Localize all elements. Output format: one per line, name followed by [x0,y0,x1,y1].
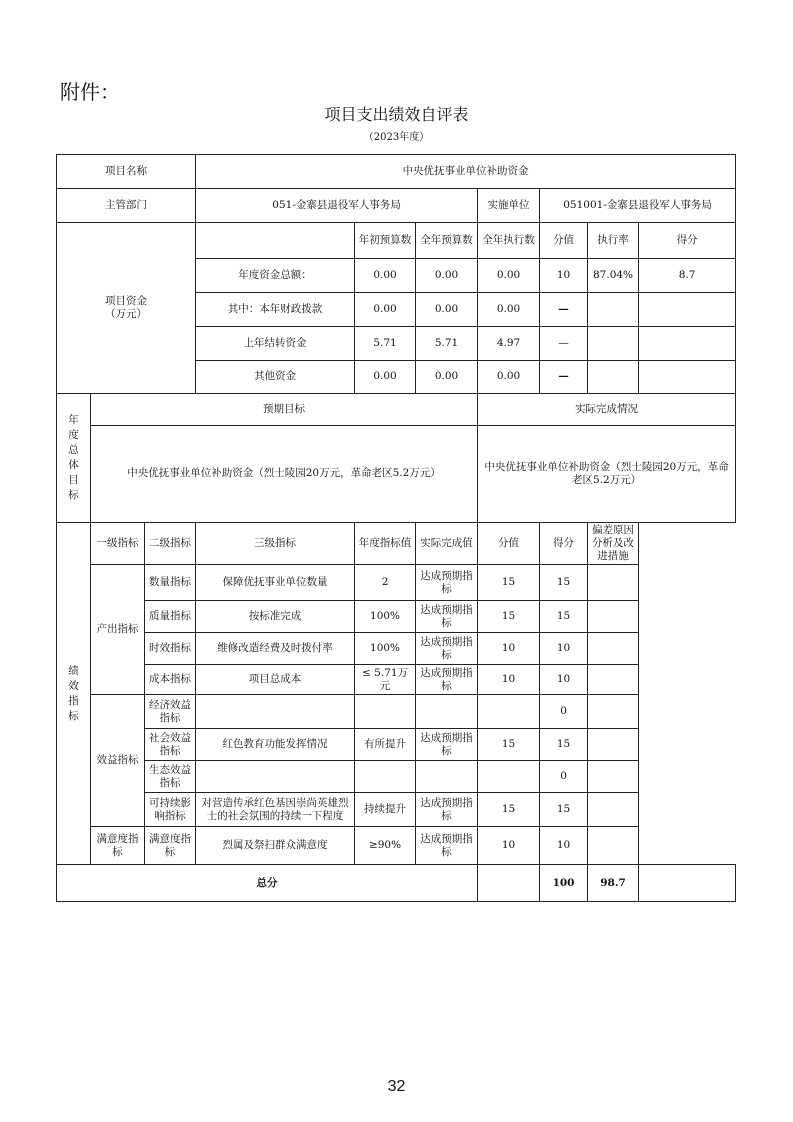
funds-header-score: 得分 [639,223,736,259]
indicator-actual: 达成预期指标 [416,793,478,827]
indicator-level3: 维修改造经费及时拨付率 [196,633,355,665]
funds-row-annual: 0.00 [416,293,478,327]
funds-row-initial: 0.00 [355,259,416,293]
indicator-row [57,793,736,827]
funds-label: 项目资金 （万元） [57,223,196,394]
indicator-level2: 数量指标 [145,565,196,601]
indicator-score: 15 [540,601,588,633]
indicator-score: 15 [540,565,588,601]
indicator-target: 100% [355,601,416,633]
total-label: 总分 [57,865,478,902]
indicator-level2: 经济效益指标 [145,695,196,729]
project-name-value: 中央优抚事业单位补助资金 [196,155,736,189]
funds-row-rate [588,293,639,327]
indicator-score-value: 15 [478,565,540,601]
total-score: 98.7 [588,865,639,902]
indicator-level3: 对营造传承红色基因崇尚英雄烈士的社会氛围的持续一下程度 [196,793,355,827]
indicator-row [57,633,736,665]
indicator-score: 10 [540,827,588,865]
funds-row-annual: 0.00 [416,259,478,293]
indicator-score: 15 [540,729,588,761]
indicator-level3 [196,695,355,729]
indicator-analysis [588,761,639,793]
total-blank [478,865,540,902]
indicator-analysis [588,827,639,865]
funds-row-annual: 0.00 [416,361,478,394]
funds-row-initial: 0.00 [355,361,416,394]
indicator-level3: 烈属及祭扫群众满意度 [196,827,355,865]
indicator-level2: 可持续影响指标 [145,793,196,827]
indicator-level3 [196,761,355,793]
indicator-level3: 项目总成本 [196,665,355,695]
level1-benefit: 效益指标 [91,695,145,827]
funds-header-initial: 年初预算数 [355,223,416,259]
indicator-analysis [588,633,639,665]
indicator-level2: 时效指标 [145,633,196,665]
total-analysis [639,865,736,902]
perf-header-level3: 三级指标 [196,523,355,565]
indicator-level2: 满意度指标 [145,827,196,865]
funds-header-annual: 全年预算数 [416,223,478,259]
indicator-actual: 达成预期指标 [416,601,478,633]
funds-row-score-value: — [540,293,588,327]
indicator-row [57,695,736,729]
funds-row-executed: 0.00 [478,361,540,394]
indicator-analysis [588,601,639,633]
indicator-target: 有所提升 [355,729,416,761]
indicator-row [57,601,736,633]
indicator-score: 15 [540,793,588,827]
indicator-actual: 达成预期指标 [416,633,478,665]
indicator-score: 0 [540,695,588,729]
goal-content-row [57,426,736,523]
indicator-level2: 生态效益指标 [145,761,196,793]
funds-header-score-value: 分值 [540,223,588,259]
page-number: 32 [387,1078,406,1095]
page-subtitle: （2023年度） [363,132,430,143]
funds-row-score-value: — [540,327,588,361]
indicator-target: 100% [355,633,416,665]
performance-label: 绩效指标 [57,523,91,865]
indicator-level3: 保障优抚事业单位数量 [196,565,355,601]
indicator-actual [416,695,478,729]
funds-row-score [639,327,736,361]
indicator-score-value [478,695,540,729]
funds-row-annual: 5.71 [416,327,478,361]
impl-value: 051001-金寨县退役军人事务局 [540,189,736,223]
funds-row-rate [588,361,639,394]
indicator-target: 持续提升 [355,793,416,827]
indicator-target: ≤ 5.71万元 [355,665,416,695]
funds-row-label: 其他资金 [196,361,355,394]
funds-row-initial: 0.00 [355,293,416,327]
funds-row-rate: 87.04% [588,259,639,293]
indicator-analysis [588,665,639,695]
indicator-level3: 按标准完成 [196,601,355,633]
funds-row-initial: 5.71 [355,327,416,361]
indicator-score-value: 15 [478,601,540,633]
indicator-analysis [588,565,639,601]
level1-output: 产出指标 [91,565,145,695]
funds-row-executed: 0.00 [478,293,540,327]
level1-satisfaction: 满意度指标 [91,827,145,865]
dept-value: 051-金寨县退役军人事务局 [196,189,478,223]
indicator-analysis [588,793,639,827]
annual-goal-label: 年度总体目标 [57,394,91,523]
indicator-analysis [588,729,639,761]
perf-header-analysis: 偏差原因分析及改进措施 [588,523,639,565]
funds-header-row [57,223,736,259]
indicator-score-value: 10 [478,633,540,665]
perf-header-level1: 一级指标 [91,523,145,565]
funds-row-label: 年度资金总额： [196,259,355,293]
funds-row-executed: 0.00 [478,259,540,293]
funds-row-executed: 4.97 [478,327,540,361]
funds-row-score [639,293,736,327]
project-name-row [57,155,736,189]
attachment-label: 附件： [60,80,120,104]
funds-row-score-value: — [540,361,588,394]
funds-header-executed: 全年执行数 [478,223,540,259]
indicator-analysis [588,695,639,729]
goal-header-row [57,394,736,426]
funds-row-score: 8.7 [639,259,736,293]
indicator-target [355,695,416,729]
indicator-score-value: 15 [478,793,540,827]
funds-row-label: 上年结转资金 [196,327,355,361]
indicator-level2: 社会效益指标 [145,729,196,761]
indicator-row [57,665,736,695]
indicator-actual: 达成预期指标 [416,565,478,601]
indicator-score-value: 15 [478,729,540,761]
perf-header-actual: 实际完成值 [416,523,478,565]
indicator-score-value: 10 [478,827,540,865]
indicator-score: 10 [540,633,588,665]
perf-header-level2: 二级指标 [145,523,196,565]
indicator-actual: 达成预期指标 [416,665,478,695]
impl-label: 实施单位 [478,189,540,223]
indicator-level2: 成本指标 [145,665,196,695]
indicator-row [57,761,736,793]
indicator-level2: 质量指标 [145,601,196,633]
indicator-actual: 达成预期指标 [416,827,478,865]
total-score-value: 100 [540,865,588,902]
indicator-score: 0 [540,761,588,793]
goal-expected-header: 预期目标 [91,394,478,426]
funds-row-score-value: 10 [540,259,588,293]
indicator-row [57,729,736,761]
funds-row-score [639,361,736,394]
perf-header-score-value: 分值 [478,523,540,565]
funds-row-rate [588,327,639,361]
indicator-score-value [478,761,540,793]
indicator-score: 10 [540,665,588,695]
perf-header-target: 年度指标值 [355,523,416,565]
page-title: 项目支出绩效自评表 [324,105,469,124]
indicator-row [57,827,736,865]
goal-actual-header: 实际完成情况 [478,394,736,426]
indicator-target: 2 [355,565,416,601]
indicator-target [355,761,416,793]
goal-expected-text: 中央优抚事业单位补助资金（烈士陵园20万元，革命老区5.2万元） [91,426,478,523]
indicator-actual: 达成预期指标 [416,729,478,761]
funds-row-label: 其中：本年财政拨款 [196,293,355,327]
indicator-target: ≥90% [355,827,416,865]
indicator-row [57,565,736,601]
perf-header-score: 得分 [540,523,588,565]
project-name-label: 项目名称 [57,155,196,189]
total-row [57,865,736,902]
dept-label: 主管部门 [57,189,196,223]
funds-header-blank [196,223,355,259]
self-evaluation-table [56,154,736,902]
performance-header-row [57,523,736,565]
indicator-actual [416,761,478,793]
indicator-level3: 红色教育功能发挥情况 [196,729,355,761]
department-row [57,189,736,223]
indicator-score-value: 10 [478,665,540,695]
funds-header-rate: 执行率 [588,223,639,259]
goal-actual-text: 中央优抚事业单位补助资金（烈士陵园20万元，革命老区5.2万元） [478,426,736,523]
